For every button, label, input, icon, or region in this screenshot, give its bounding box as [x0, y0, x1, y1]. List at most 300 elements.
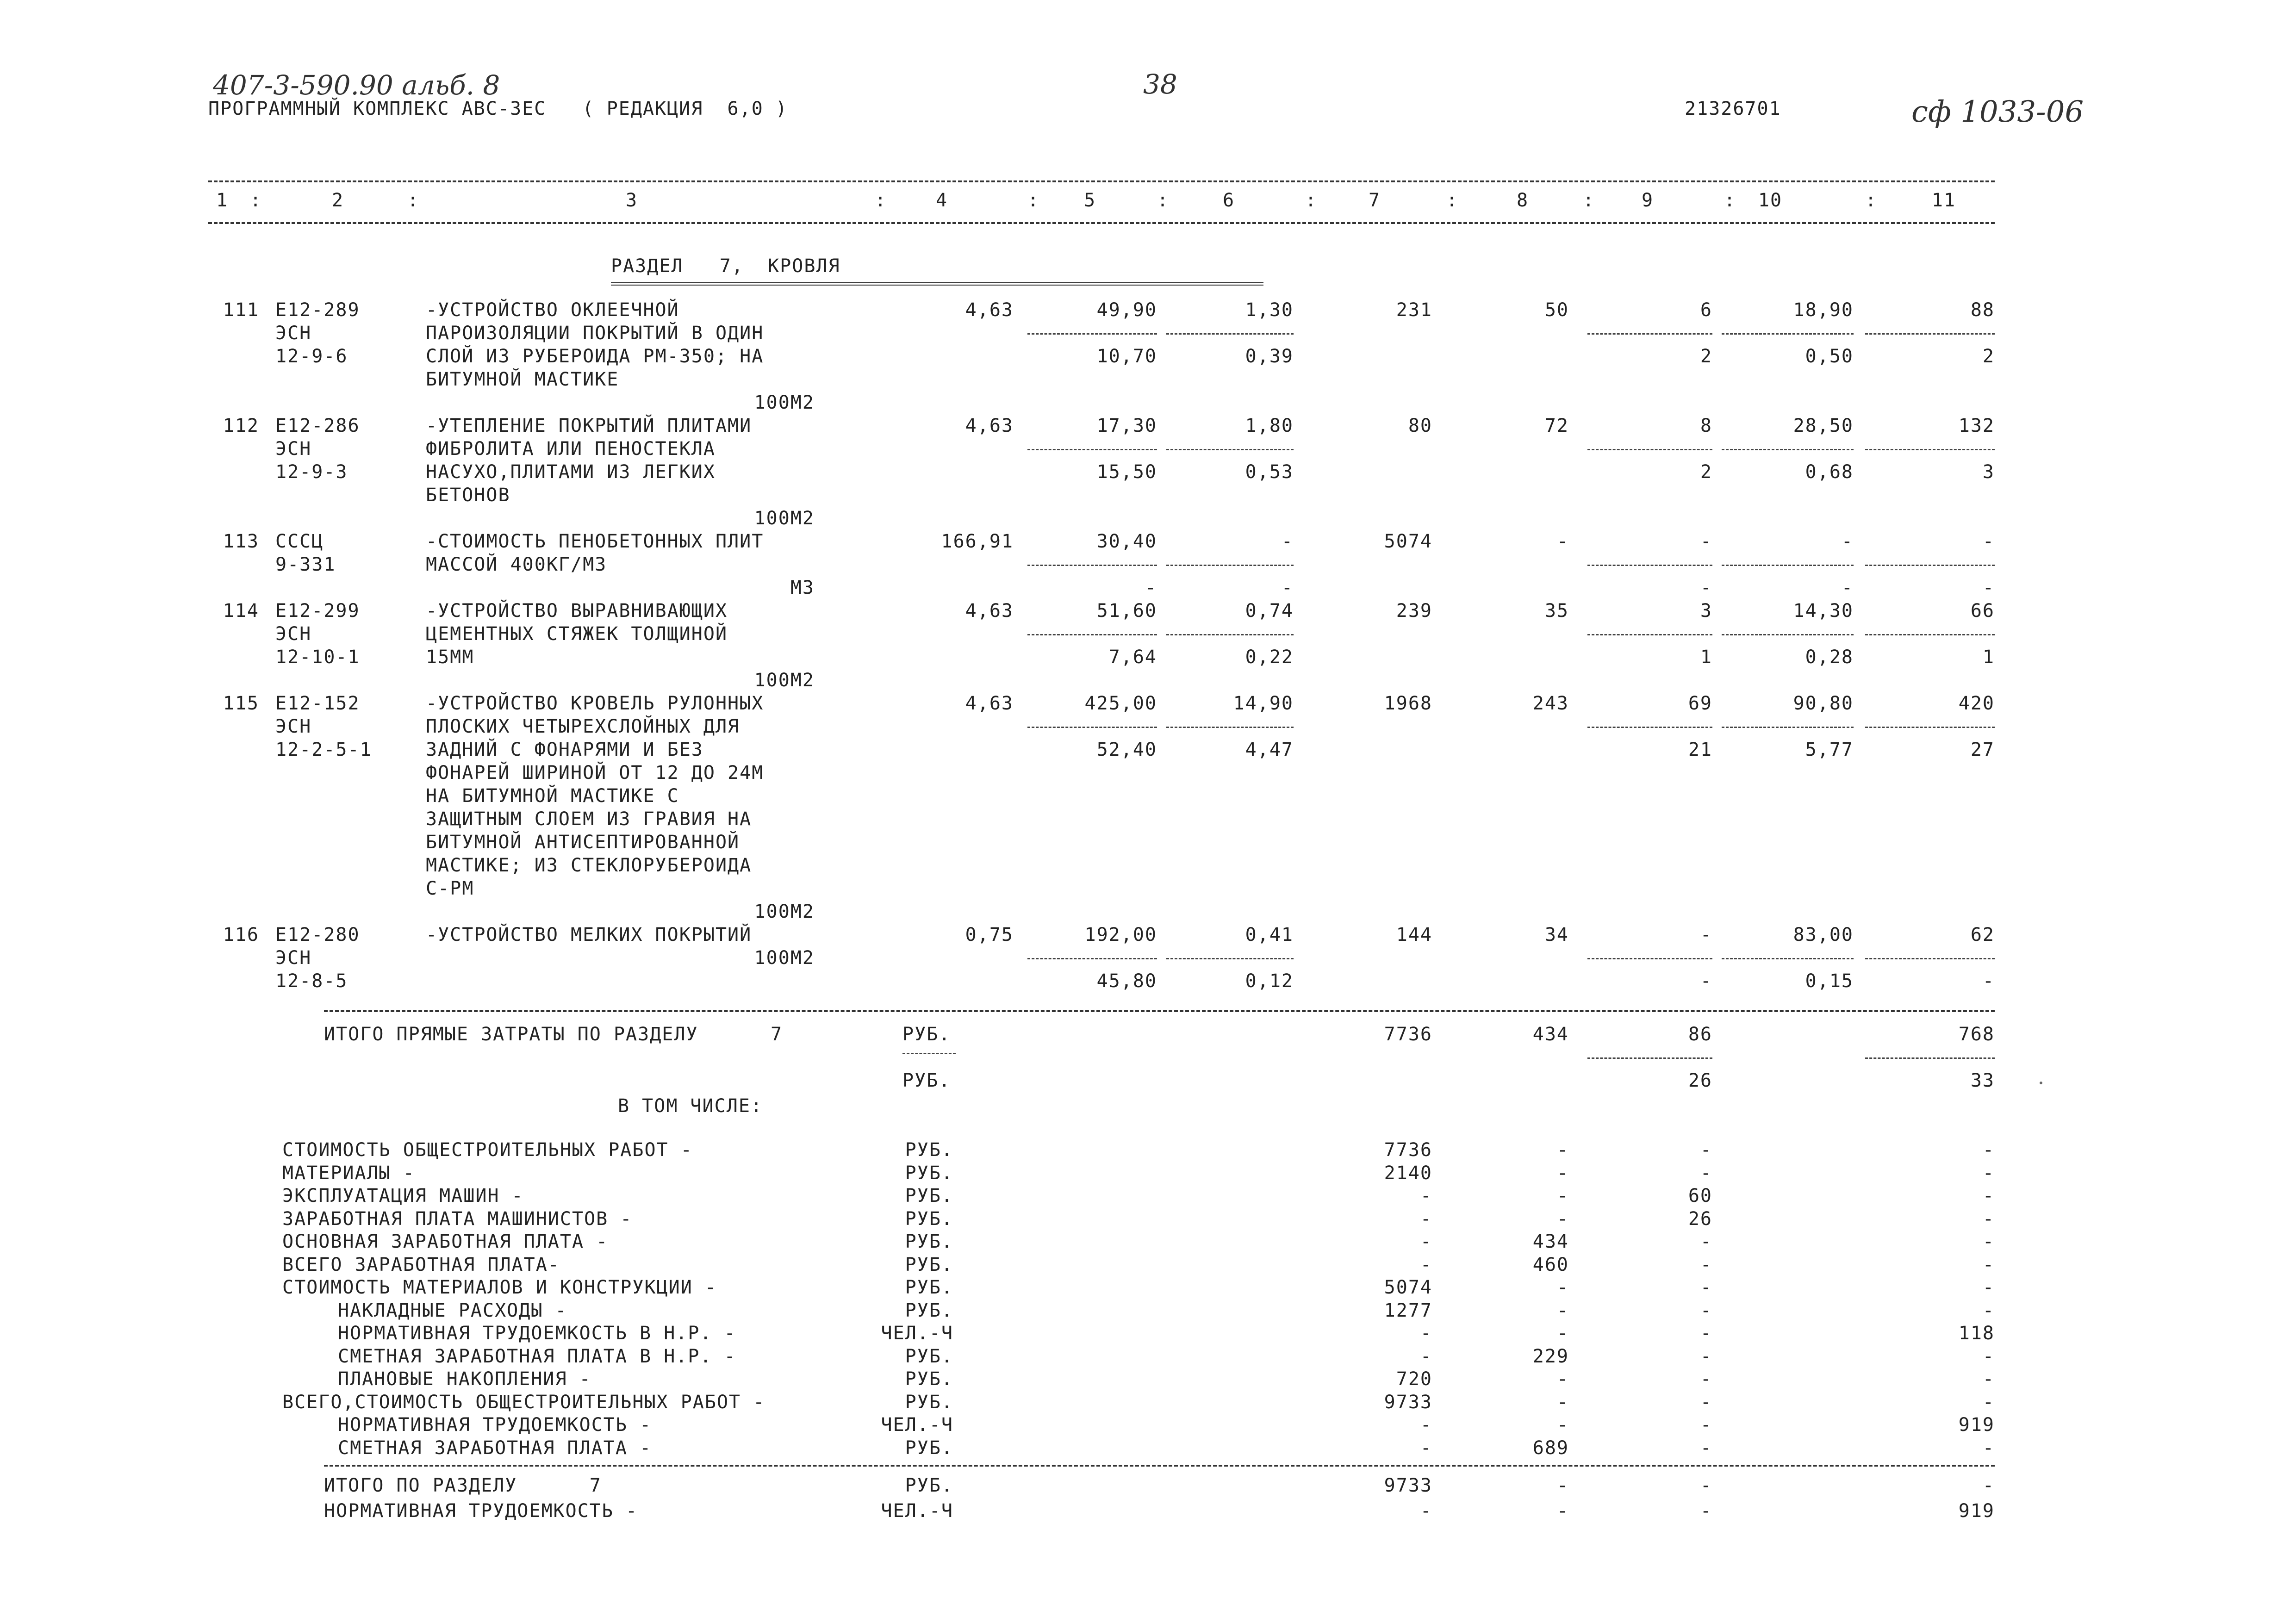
work-description-line: ЦЕМЕНТНЫХ СТЯЖЕК ТОЛЩИНОЙ: [426, 623, 728, 645]
total-machine-cost-value: 69: [1688, 693, 1712, 714]
column-number: 4: [935, 190, 948, 211]
breakdown-wage: 689: [1532, 1437, 1569, 1459]
unit-machine-cost-value: 1,80: [1245, 415, 1294, 436]
norm-code: 12-8-5: [275, 970, 348, 992]
total-labor-value: 420: [1958, 693, 1995, 714]
subtotal-rule: [1722, 958, 1854, 959]
total-cost-value: 80: [1408, 415, 1432, 436]
breakdown-labor: -: [1982, 1254, 1995, 1275]
breakdown-label: СТОИМОСТЬ МАТЕРИАЛОВ И КОНСТРУКЦИИ -: [282, 1277, 717, 1298]
section-total-labor: -: [1982, 1475, 1995, 1496]
unit-machinist-wage-value: 0,22: [1245, 647, 1294, 668]
breakdown-labor: -: [1982, 1139, 1995, 1161]
breakdown-machines: -: [1700, 1139, 1712, 1161]
subtotal-rule: [1027, 634, 1157, 635]
work-description-line: МАССОЙ 400КГ/М3: [426, 554, 607, 575]
direct-costs-unit: РУБ.: [902, 1024, 951, 1045]
total-labor-machinist-value: 3: [1982, 461, 1995, 483]
section-total-cost: -: [1420, 1500, 1432, 1522]
direct-costs-machinist-wage: 26: [1688, 1070, 1712, 1091]
labor-machinist-norm-value: 0,68: [1805, 461, 1854, 483]
breakdown-cost: -: [1420, 1346, 1432, 1367]
breakdown-machines: -: [1700, 1346, 1712, 1367]
total-wage-value: 34: [1544, 924, 1569, 945]
breakdown-wage: -: [1556, 1277, 1569, 1298]
breakdown-cost: -: [1420, 1231, 1432, 1252]
work-description-line: ЗАДНИЙ С ФОНАРЯМИ И БЕЗ: [426, 739, 703, 760]
breakdown-wage: -: [1556, 1368, 1569, 1390]
labor-machinist-norm-value: 0,28: [1805, 647, 1854, 668]
unit-wage-value: -: [1145, 577, 1157, 598]
unit-machine-cost-value: 0,74: [1245, 600, 1294, 622]
row-number: 114: [223, 600, 259, 622]
unit-cost-value: 17,30: [1096, 415, 1157, 436]
total-labor-value: 66: [1970, 600, 1995, 622]
norm-code: 12-9-6: [275, 346, 348, 367]
breakdown-label: ВСЕГО,СТОИМОСТЬ ОБЩЕСТРОИТЕЛЬНЫХ РАБОТ -: [282, 1392, 765, 1413]
total-labor-value: 62: [1970, 924, 1995, 945]
section-title-underline: [611, 282, 1263, 286]
breakdown-unit: РУБ.: [905, 1254, 953, 1275]
breakdown-labor: -: [1982, 1392, 1995, 1413]
unit-cost-value: 30,40: [1096, 531, 1157, 552]
subtotal-rule: [1722, 565, 1854, 566]
breakdown-labor: -: [1982, 1300, 1995, 1321]
column-separator: :: [1865, 190, 1878, 211]
column-number: 8: [1516, 190, 1529, 211]
direct-costs-machines: 86: [1688, 1024, 1712, 1045]
total-machine-cost-value: 6: [1700, 299, 1712, 321]
breakdown-labor: -: [1982, 1368, 1995, 1390]
total-machinist-wage-value: -: [1700, 970, 1712, 992]
work-description-line: НАСУХО,ПЛИТАМИ ИЗ ЛЕГКИХ: [426, 461, 716, 483]
work-description-line: БЕТОНОВ: [426, 485, 510, 506]
breakdown-wage: -: [1556, 1139, 1569, 1161]
total-labor-machinist-value: -: [1982, 577, 1995, 598]
breakdown-unit: РУБ.: [905, 1346, 953, 1367]
subtotal-rule: [1166, 449, 1294, 450]
row-number: 115: [223, 693, 259, 714]
unit-machine-cost-value: 14,90: [1233, 693, 1294, 714]
breakdown-wage: -: [1556, 1392, 1569, 1413]
direct-costs-label: ИТОГО ПРЯМЫЕ ЗАТРАТЫ ПО РАЗДЕЛУ 7: [324, 1024, 783, 1045]
unit-wage-value: 52,40: [1096, 739, 1157, 760]
breakdown-unit: РУБ.: [905, 1185, 953, 1206]
measure-unit: М3: [790, 577, 815, 598]
breakdown-label: СТОИМОСТЬ ОБЩЕСТРОИТЕЛЬНЫХ РАБОТ -: [282, 1139, 693, 1161]
column-number: 10: [1758, 190, 1783, 211]
work-description-line: -УСТРОЙСТВО МЕЛКИХ ПОКРЫТИЙ: [426, 924, 752, 945]
subtotal-rule: [1587, 333, 1712, 335]
column-separator: :: [1157, 190, 1170, 211]
subtotal-rule: [1722, 634, 1854, 635]
breakdown-machines: -: [1700, 1392, 1712, 1413]
direct-costs-total: 7736: [1384, 1024, 1432, 1045]
breakdown-label: ЗАРАБОТНАЯ ПЛАТА МАШИНИСТОВ -: [282, 1208, 633, 1230]
quantity-value: 4,63: [965, 415, 1014, 436]
work-description-line: БИТУМНОЙ АНТИСЕПТИРОВАННОЙ: [426, 832, 740, 853]
breakdown-label: НАКЛАДНЫЕ РАСХОДЫ -: [338, 1300, 567, 1321]
total-machinist-wage-value: 2: [1700, 346, 1712, 367]
breakdown-cost: -: [1420, 1323, 1432, 1344]
subtotal-rule: [1166, 333, 1294, 335]
total-labor-value: 88: [1970, 299, 1995, 321]
breakdown-wage: 460: [1532, 1254, 1569, 1275]
breakdown-label: ОСНОВНАЯ ЗАРАБОТНАЯ ПЛАТА -: [282, 1231, 609, 1252]
breakdown-cost: -: [1420, 1185, 1432, 1206]
breakdown-cost: 720: [1396, 1368, 1432, 1390]
row-number: 111: [223, 299, 259, 321]
breakdown-wage: 434: [1532, 1231, 1569, 1252]
section-total-labor: 919: [1958, 1500, 1995, 1522]
subtotal-rule: [1166, 634, 1294, 635]
subtotal-rule: [1166, 565, 1294, 566]
unit-wage-value: 15,50: [1096, 461, 1157, 483]
breakdown-unit: РУБ.: [905, 1139, 953, 1161]
unit-underline: [902, 1053, 956, 1054]
measure-unit: 100М2: [754, 392, 815, 413]
breakdown-labor: -: [1982, 1277, 1995, 1298]
breakdown-wage: -: [1556, 1163, 1569, 1184]
page-number: 38: [1143, 68, 1177, 100]
column-separator: :: [407, 190, 420, 211]
breakdown-cost: 7736: [1384, 1139, 1432, 1161]
unit-wage-value: 7,64: [1108, 647, 1157, 668]
unit-machine-cost-value: 1,30: [1245, 299, 1294, 321]
total-labor-value: 132: [1958, 415, 1995, 436]
labor-norm-value: -: [1841, 531, 1854, 552]
unit-wage-value: 45,80: [1096, 970, 1157, 992]
subtotal-rule: [1587, 565, 1712, 566]
subtotal-rule: [1027, 958, 1157, 959]
work-description-line: -УСТРОЙСТВО КРОВЕЛЬ РУЛОННЫХ: [426, 693, 764, 714]
work-description-line: ПЛОСКИХ ЧЕТЫРЕХСЛОЙНЫХ ДЛЯ: [426, 716, 740, 737]
norm-code: ЭСН: [275, 623, 312, 645]
header-bottom-rule: [208, 222, 1995, 224]
breakdown-machines: -: [1700, 1300, 1712, 1321]
subtotal-rule: [1865, 727, 1995, 728]
labor-machinist-norm-value: 0,50: [1805, 346, 1854, 367]
subtotal-rule: [1027, 333, 1157, 335]
total-labor-machinist-value: -: [1982, 970, 1995, 992]
breakdown-machines: -: [1700, 1323, 1712, 1344]
norm-code: 12-2-5-1: [275, 739, 372, 760]
work-description-line: -УСТРОЙСТВО ВЫРАВНИВАЮЩИХ: [426, 600, 728, 622]
breakdown-label: ЭКСПЛУАТАЦИЯ МАШИН -: [282, 1185, 524, 1206]
breakdown-wage: -: [1556, 1300, 1569, 1321]
measure-unit: 100М2: [754, 947, 815, 969]
quantity-value: 4,63: [965, 299, 1014, 321]
breakdown-unit: РУБ.: [905, 1392, 953, 1413]
section-total-unit: РУБ.: [905, 1475, 953, 1496]
subtotal-rule: [1722, 449, 1854, 450]
total-wage-value: 243: [1532, 693, 1569, 714]
subtotal-rule: [1865, 958, 1995, 959]
breakdown-unit: РУБ.: [905, 1231, 953, 1252]
handwritten-album-reference: 407-3-590.90 альб. 8: [213, 69, 500, 101]
norm-code: ЭСН: [275, 323, 312, 344]
breakdown-machines: -: [1700, 1368, 1712, 1390]
column-number: 5: [1083, 190, 1096, 211]
total-cost-value: 5074: [1384, 531, 1432, 552]
section-total-machines: -: [1700, 1475, 1712, 1496]
work-description-line: СЛОЙ ИЗ РУБЕРОИДА РМ-350; НА: [426, 346, 764, 367]
measure-unit: 100М2: [754, 508, 815, 529]
norm-code: ЭСН: [275, 947, 312, 969]
work-description-line: БИТУМНОЙ МАСТИКЕ: [426, 369, 619, 390]
unit-cost-value: 425,00: [1084, 693, 1157, 714]
breakdown-labor: -: [1982, 1185, 1995, 1206]
column-number: 2: [331, 190, 344, 211]
norm-code: ЭСН: [275, 716, 312, 737]
labor-machinist-norm-value: 5,77: [1805, 739, 1854, 760]
unit-cost-value: 51,60: [1096, 600, 1157, 622]
breakdown-label: НОРМАТИВНАЯ ТРУДОЕМКОСТЬ -: [338, 1414, 652, 1436]
breakdown-machines: 60: [1688, 1185, 1712, 1206]
norm-code: Е12-299: [275, 600, 360, 622]
total-machinist-wage-value: -: [1700, 577, 1712, 598]
breakdown-cost: 5074: [1384, 1277, 1432, 1298]
section-total-wage: -: [1556, 1475, 1569, 1496]
norm-code: 12-10-1: [275, 647, 360, 668]
work-description-line: -СТОИМОСТЬ ПЕНОБЕТОННЫХ ПЛИТ: [426, 531, 764, 552]
work-description-line: ЗАЩИТНЫМ СЛОЕМ ИЗ ГРАВИЯ НА: [426, 808, 752, 830]
subtotal-rule: [1166, 958, 1294, 959]
program-title: ПРОГРАММНЫЙ КОМПЛЕКС АВС-3ЕС ( РЕДАКЦИЯ 6,0 ): [208, 98, 788, 119]
labor-norm-value: 28,50: [1793, 415, 1854, 436]
breakdown-wage: -: [1556, 1414, 1569, 1436]
section-total-machines: -: [1700, 1500, 1712, 1522]
quantity-value: 4,63: [965, 693, 1014, 714]
work-description-line: ПАРОИЗОЛЯЦИИ ПОКРЫТИЙ В ОДИН: [426, 323, 764, 344]
breakdown-labor: -: [1982, 1231, 1995, 1252]
labor-machinist-norm-value: -: [1841, 577, 1854, 598]
quantity-value: 0,75: [965, 924, 1014, 945]
subtotal-rule: [1587, 1057, 1712, 1059]
section-total-wage: -: [1556, 1500, 1569, 1522]
breakdown-unit: ЧЕЛ.-Ч: [881, 1414, 953, 1436]
breakdown-unit: РУБ.: [905, 1437, 953, 1459]
column-separator: :: [1027, 190, 1040, 211]
unit-machinist-wage-value: -: [1281, 577, 1294, 598]
work-description-line: С-РМ: [426, 878, 474, 899]
unit-machinist-wage-value: 0,12: [1245, 970, 1294, 992]
subtotal-rule: [1722, 333, 1854, 335]
subtotal-rule: [1865, 333, 1995, 335]
norm-code: СССЦ: [275, 531, 324, 552]
total-machinist-wage-value: 1: [1700, 647, 1712, 668]
norm-code: 9-331: [275, 554, 336, 575]
column-separator: :: [1583, 190, 1595, 211]
quantity-value: 166,91: [941, 531, 1014, 552]
breakdown-machines: -: [1700, 1414, 1712, 1436]
column-number: 1: [216, 190, 229, 211]
section-total-rule: [324, 1465, 1995, 1467]
subtotal-rule: [1722, 727, 1854, 728]
subtotal-rule: [1865, 449, 1995, 450]
column-number: 11: [1931, 190, 1956, 211]
breakdown-cost: 2140: [1384, 1163, 1432, 1184]
column-separator: :: [875, 190, 887, 211]
subtotal-rule: [1865, 634, 1995, 635]
breakdown-cost: -: [1420, 1414, 1432, 1436]
total-labor-machinist-value: 1: [1982, 647, 1995, 668]
work-description-line: ФОНАРЕЙ ШИРИНОЙ ОТ 12 ДО 24М: [426, 762, 764, 784]
direct-costs-labor: 768: [1958, 1024, 1995, 1045]
norm-code: Е12-152: [275, 693, 360, 714]
breakdown-labor: -: [1982, 1163, 1995, 1184]
unit-machine-cost-value: -: [1281, 531, 1294, 552]
total-wage-value: 72: [1544, 415, 1569, 436]
work-description-line: ФИБРОЛИТА ИЛИ ПЕНОСТЕКЛА: [426, 438, 716, 460]
breakdown-machines: -: [1700, 1254, 1712, 1275]
unit-cost-value: 49,90: [1096, 299, 1157, 321]
total-machine-cost-value: -: [1700, 924, 1712, 945]
work-description-line: НА БИТУМНОЙ МАСТИКЕ С: [426, 785, 679, 807]
breakdown-cost: -: [1420, 1254, 1432, 1275]
unit-cost-value: 192,00: [1084, 924, 1157, 945]
breakdown-cost: 1277: [1384, 1300, 1432, 1321]
total-machine-cost-value: -: [1700, 531, 1712, 552]
breakdown-cost: 9733: [1384, 1392, 1432, 1413]
unit-machinist-wage-value: 0,53: [1245, 461, 1294, 483]
work-description-line: 15ММ: [426, 647, 474, 668]
column-separator: :: [1446, 190, 1459, 211]
total-labor-value: -: [1982, 531, 1995, 552]
breakdown-wage: 229: [1532, 1346, 1569, 1367]
section-total-cost: 9733: [1384, 1475, 1432, 1496]
direct-costs-rule: [324, 1010, 1995, 1012]
breakdown-cost: -: [1420, 1437, 1432, 1459]
unit-machinist-wage-value: 4,47: [1245, 739, 1294, 760]
breakdown-unit: РУБ.: [905, 1208, 953, 1230]
norm-code: 12-9-3: [275, 461, 348, 483]
total-cost-value: 239: [1396, 600, 1432, 622]
total-cost-value: 231: [1396, 299, 1432, 321]
including-label: В ТОМ ЧИСЛЕ:: [618, 1095, 763, 1117]
quantity-value: 4,63: [965, 600, 1014, 622]
column-number: 6: [1222, 190, 1235, 211]
total-labor-machinist-value: 2: [1982, 346, 1995, 367]
breakdown-machines: -: [1700, 1437, 1712, 1459]
unit-wage-value: 10,70: [1096, 346, 1157, 367]
breakdown-wage: -: [1556, 1323, 1569, 1344]
breakdown-labor: -: [1982, 1208, 1995, 1230]
stamp-mark: [2027, 1069, 2055, 1097]
measure-unit: 100М2: [754, 901, 815, 922]
total-machine-cost-value: 3: [1700, 600, 1712, 622]
breakdown-machines: -: [1700, 1163, 1712, 1184]
row-number: 113: [223, 531, 259, 552]
breakdown-wage: -: [1556, 1185, 1569, 1206]
norm-code: ЭСН: [275, 438, 312, 460]
breakdown-machines: 26: [1688, 1208, 1712, 1230]
breakdown-unit: РУБ.: [905, 1277, 953, 1298]
breakdown-machines: -: [1700, 1277, 1712, 1298]
header-top-rule: [208, 180, 1995, 182]
subtotal-rule: [1587, 634, 1712, 635]
breakdown-wage: -: [1556, 1208, 1569, 1230]
measure-unit: 100М2: [754, 670, 815, 691]
subtotal-rule: [1865, 565, 1995, 566]
breakdown-label: ВСЕГО ЗАРАБОТНАЯ ПЛАТА-: [282, 1254, 560, 1275]
total-wage-value: -: [1556, 531, 1569, 552]
column-number: 9: [1641, 190, 1654, 211]
total-machinist-wage-value: 21: [1688, 739, 1712, 760]
section-total-label: ИТОГО ПО РАЗДЕЛУ 7: [324, 1475, 602, 1496]
total-cost-value: 1968: [1384, 693, 1432, 714]
total-machinist-wage-value: 2: [1700, 461, 1712, 483]
norm-code: Е12-286: [275, 415, 360, 436]
breakdown-unit: РУБ.: [905, 1300, 953, 1321]
breakdown-cost: -: [1420, 1208, 1432, 1230]
total-labor-machinist-value: 27: [1970, 739, 1995, 760]
subtotal-rule: [1865, 1057, 1995, 1059]
breakdown-labor: -: [1982, 1346, 1995, 1367]
total-machine-cost-value: 8: [1700, 415, 1712, 436]
direct-costs-machinist-labor: 33: [1970, 1070, 1995, 1091]
column-separator: :: [1724, 190, 1736, 211]
subtotal-rule: [1027, 565, 1157, 566]
total-wage-value: 35: [1544, 600, 1569, 622]
breakdown-label: МАТЕРИАЛЫ -: [282, 1163, 415, 1184]
breakdown-unit: РУБ.: [905, 1163, 953, 1184]
breakdown-unit: РУБ.: [905, 1368, 953, 1390]
row-number: 112: [223, 415, 259, 436]
subtotal-rule: [1166, 727, 1294, 728]
subtotal-rule: [1587, 727, 1712, 728]
document-code: 21326701: [1685, 98, 1781, 119]
column-separator: :: [1305, 190, 1318, 211]
column-number: 7: [1368, 190, 1381, 211]
labor-norm-value: 83,00: [1793, 924, 1854, 945]
direct-costs-wage: 434: [1532, 1024, 1569, 1045]
breakdown-labor: 118: [1958, 1323, 1995, 1344]
breakdown-labor: 919: [1958, 1414, 1995, 1436]
labor-norm-value: 18,90: [1793, 299, 1854, 321]
subtotal-rule: [1027, 449, 1157, 450]
column-separator: :: [250, 190, 262, 211]
section-total-label: НОРМАТИВНАЯ ТРУДОЕМКОСТЬ -: [324, 1500, 638, 1522]
breakdown-machines: -: [1700, 1231, 1712, 1252]
work-description-line: -УСТРОЙСТВО ОКЛЕЕЧНОЙ: [426, 299, 679, 321]
direct-costs-unit-2: РУБ.: [902, 1070, 951, 1091]
row-number: 116: [223, 924, 259, 945]
subtotal-rule: [1587, 449, 1712, 450]
unit-machine-cost-value: 0,41: [1245, 924, 1294, 945]
subtotal-rule: [1027, 727, 1157, 728]
breakdown-labor: -: [1982, 1437, 1995, 1459]
column-number: 3: [625, 190, 638, 211]
total-wage-value: 50: [1544, 299, 1569, 321]
labor-norm-value: 90,80: [1793, 693, 1854, 714]
breakdown-label: НОРМАТИВНАЯ ТРУДОЕМКОСТЬ В Н.Р. -: [338, 1323, 736, 1344]
breakdown-label: СМЕТНАЯ ЗАРАБОТНАЯ ПЛАТА -: [338, 1437, 652, 1459]
breakdown-unit: ЧЕЛ.-Ч: [881, 1323, 953, 1344]
work-description-line: -УТЕПЛЕНИЕ ПОКРЫТИЙ ПЛИТАМИ: [426, 415, 752, 436]
subtotal-rule: [1587, 958, 1712, 959]
section-title: РАЗДЕЛ 7, КРОВЛЯ: [611, 255, 840, 277]
norm-code: Е12-289: [275, 299, 360, 321]
breakdown-label: ПЛАНОВЫЕ НАКОПЛЕНИЯ -: [338, 1368, 591, 1390]
labor-machinist-norm-value: 0,15: [1805, 970, 1854, 992]
labor-norm-value: 14,30: [1793, 600, 1854, 622]
work-description-line: МАСТИКЕ; ИЗ СТЕКЛОРУБЕРОИДА: [426, 855, 752, 876]
norm-code: Е12-280: [275, 924, 360, 945]
unit-machinist-wage-value: 0,39: [1245, 346, 1294, 367]
total-cost-value: 144: [1396, 924, 1432, 945]
handwritten-sheet-code: сф 1033-06: [1911, 95, 2084, 129]
